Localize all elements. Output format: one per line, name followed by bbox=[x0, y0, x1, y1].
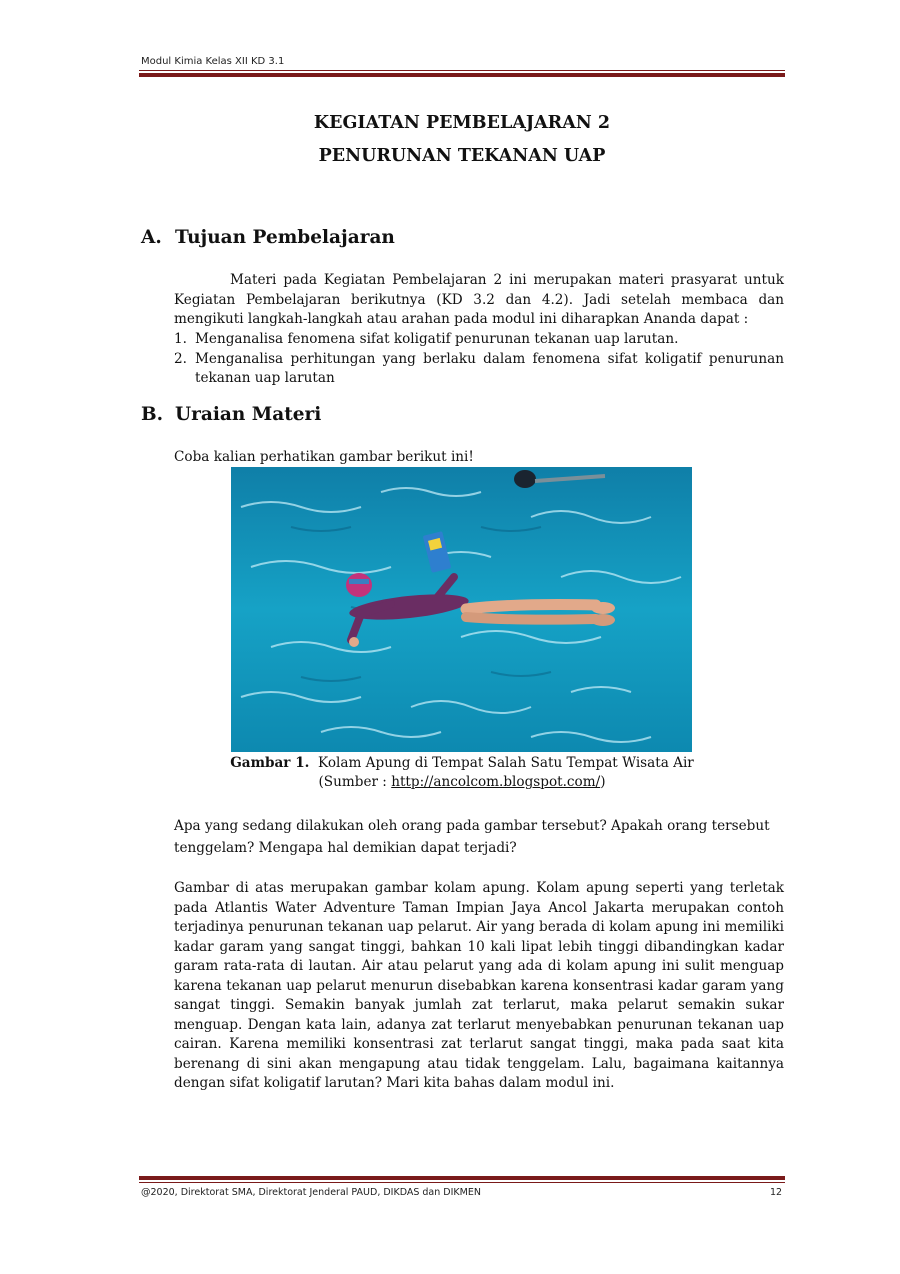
section-a-title: Tujuan Pembelajaran bbox=[175, 227, 395, 248]
figure-caption bbox=[139, 754, 785, 774]
header-rule bbox=[139, 70, 785, 77]
question-paragraph: Apa yang sedang dilakukan oleh orang pada gambar tersebut? Apakah orang tersebut tenggelam? Mengapa hal demikian dapat terjadi? bbox=[174, 818, 770, 856]
list-item-text: Menganalisa perhitungan yang berlaku dalam fenomena sifat koligatif penurunan tekanan uap larutan bbox=[195, 350, 784, 386]
floating-pool-photo bbox=[231, 467, 692, 752]
figure-source bbox=[139, 773, 785, 793]
list-item-number: 2. bbox=[174, 350, 187, 367]
source-suffix: ) bbox=[600, 774, 606, 790]
explanation-paragraph: Gambar di atas merupakan gambar kolam apung. Kolam apung seperti yang terletak pada Atlantis Water Adventure Taman Impian Jaya Ancol Jakarta merupakan contoh terjadinya penurunan tekanan uap pelarut. Air yang berada di kolam apung ini memiliki kadar garam yang sangat tinggi, bahkan 10 kali lipat lebih tinggi dibandingkan kadar garam rata-rata di lautan. Air atau pelarut yang ada di kolam apung ini sulit menguap karena tekanan uap pelarut menurun disebabkan karena konsentrasi kadar garam yang sangat tinggi. Semakin banyak jumlah zat terlarut, maka pelarut semakin sukar menguap. Dengan kata lain, adanya zat terlarut menyebabkan penurunan tekanan uap cairan. Karena memiliki konsentrasi zat terlarut sangat tinggi, maka pada saat kita berenang di sini akan mengapung atau tidak tenggelam. Lalu, bagaimana kaitannya dengan sifat koligatif larutan? Mari kita bahas dalam modul ini. bbox=[174, 880, 784, 1091]
section-a-letter: A. bbox=[141, 227, 162, 248]
running-header: Modul Kimia Kelas XII KD 3.1 bbox=[141, 56, 285, 67]
figure-caption-text: Kolam Apung di Tempat Salah Satu Tempat Wisata Air bbox=[318, 755, 694, 771]
source-link[interactable]: http://ancolcom.blogspot.com/ bbox=[391, 774, 601, 790]
footer-copyright: @2020, Direktorat SMA, Direktorat Jenderal PAUD, DIKDAS dan DIKMEN bbox=[141, 1187, 481, 1198]
section-b-letter: B. bbox=[141, 404, 164, 425]
section-a-heading bbox=[141, 227, 395, 248]
list-item bbox=[174, 350, 784, 389]
section-b-heading bbox=[141, 404, 321, 425]
section-b-title: Uraian Materi bbox=[175, 404, 322, 425]
page-number: 12 bbox=[770, 1187, 783, 1198]
list-item-text: Menganalisa fenomena sifat koligatif penurunan tekanan uap larutan. bbox=[195, 331, 679, 347]
footer-rule bbox=[139, 1176, 785, 1183]
activity-subtitle: PENURUNAN TEKANAN UAP bbox=[318, 146, 606, 166]
objectives-list bbox=[174, 330, 784, 389]
figure-prompt: Coba kalian perhatikan gambar berikut ini! bbox=[174, 449, 474, 465]
list-item bbox=[174, 330, 784, 350]
activity-title: KEGIATAN PEMBELAJARAN 2 bbox=[313, 113, 611, 133]
list-item-number: 1. bbox=[174, 331, 187, 347]
section-a-intro: Materi pada Kegiatan Pembelajaran 2 ini merupakan materi prasyarat untuk Kegiatan Pembelajaran berikutnya (KD 3.2 dan 4.2). Jadi setelah membaca dan mengikuti langkah-langkah atau arahan pada modul ini diharapkan Ananda dapat : bbox=[174, 272, 784, 327]
source-prefix: (Sumber : bbox=[318, 774, 392, 790]
figure-label: Gambar 1. bbox=[230, 755, 310, 771]
